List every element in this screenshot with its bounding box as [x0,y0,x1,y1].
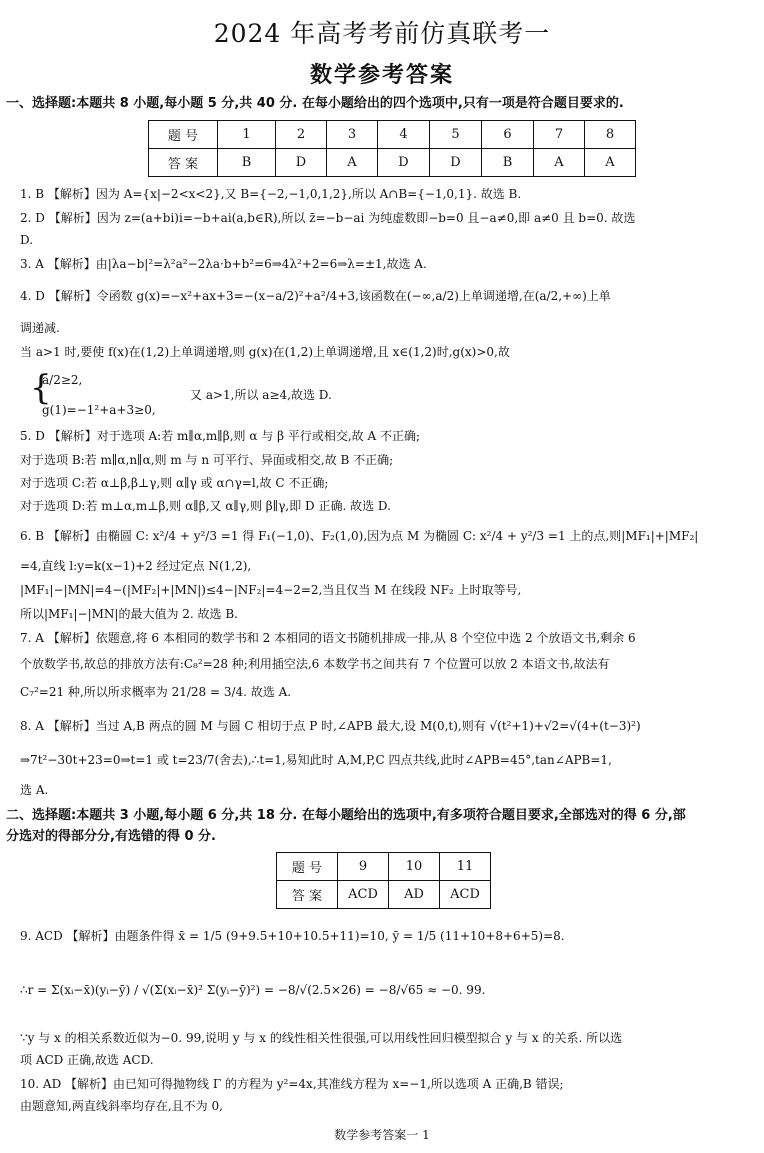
solution-line: g(1)=−1²+a+3≥0, [42,403,156,417]
table-cell: 题 号 [277,853,338,881]
table-cell: AD [389,881,440,909]
solution-line: a/2≥2, [42,373,83,387]
solution-line: 对于选项 B:若 m∥α,n∥α,则 m 与 n 可平行、异面或相交,故 B 不正确; [20,453,394,467]
table-cell: A [585,149,636,177]
solution-line: C₇²=21 种,所以所求概率为 21/28 = 3/4. 故选 A. [20,685,292,699]
solution-line: 6. B 【解析】由椭圆 C: x²/4 + y²/3 =1 得 F₁(−1,0)、F₂(1,0),因为点 M 为椭圆 C: x²/4 + y²/3 =1 上的点,则|MF₁|+|MF₂| [20,529,699,543]
table-row [149,121,636,149]
answer-table-2 [276,852,491,909]
table-cell: 11 [440,853,491,881]
table-row [149,149,636,177]
solution-line: 项 ACD 正确,故选 ACD. [20,1053,154,1067]
page-title: 2024 年高考考前仿真联考一 [213,19,551,48]
table-cell: 1 [218,121,276,149]
solution-line: 3. A 【解析】由|λa−b|²=λ²a²−2λa·b+b²=6⇒4λ²+2=6⇒λ=±1,故选 A. [20,257,427,271]
table-cell: B [218,149,276,177]
table-cell: 答 案 [149,149,218,177]
solution-line: ∴r = Σ(xᵢ−x̄)(yᵢ−ȳ) / √(Σ(xᵢ−x̄)² Σ(yᵢ−ȳ)²) = −8/√(2.5×26) = −8/√65 ≈ −0. 99. [20,983,486,997]
solution-line: 7. A 【解析】依题意,将 6 本相同的数学书和 2 本相同的语文书随机排成一排,从 8 个空位中选 2 个放语文书,剩余 6 [20,631,636,645]
solution-line: 5. D 【解析】对于选项 A:若 m∥α,m∥β,则 α 与 β 平行或相交,故 A 不正确; [20,429,421,443]
table-row [277,853,491,881]
solution-line: =4,直线 l:y=k(x−1)+2 经过定点 N(1,2), [20,559,252,573]
solution-line: 对于选项 D:若 m⊥α,m⊥β,则 α∥β,又 α∥γ,则 β∥γ,即 D 正确. 故选 D. [20,499,391,513]
solution-line: 对于选项 C:若 α⊥β,β⊥γ,则 α∥γ 或 α∩γ=l,故 C 不正确; [20,476,329,490]
table-cell: A [534,149,585,177]
brace-symbol: { [30,368,52,408]
solution-line: 1. B 【解析】因为 A={x|−2<x<2},又 B={−2,−1,0,1,2},所以 A∩B={−1,0,1}. 故选 B. [20,187,522,201]
solution-line: 2. D 【解析】因为 z=(a+bi)i=−b+ai(a,b∈R),所以 z̄=−b−ai 为纯虚数即−b=0 且−a≠0,即 a≠0 且 b=0. 故选 [20,211,636,225]
table-cell: 5 [430,121,482,149]
section2-heading-cont: 分选对的得部分分,有选错的得 0 分. [6,829,216,844]
table-cell: D [276,149,327,177]
section1-heading: 一、选择题:本题共 8 小题,每小题 5 分,共 40 分. 在每小题给出的四个选项中,只有一项是符合题目要求的. [6,96,624,111]
solution-line: 调递减. [20,321,60,335]
table-cell: 4 [378,121,430,149]
table-cell: 3 [327,121,378,149]
table-cell: D [430,149,482,177]
table-cell: D [378,149,430,177]
solution-line: 由题意知,两直线斜率均存在,且不为 0, [20,1099,223,1113]
table-cell: 7 [534,121,585,149]
table-cell: 答 案 [277,881,338,909]
solution-line: 个放数学书,故总的排放方法有:C₈²=28 种;利用插空法,6 本数学书之间共有 7 个位置可以放 2 本语文书,故法有 [20,657,610,671]
page-footer: 数学参考答案一 1 [334,1128,430,1142]
solution-line: 选 A. [20,783,49,797]
table-row [277,881,491,909]
solution-line: 又 a>1,所以 a≥4,故选 D. [190,388,332,402]
table-cell: B [482,149,534,177]
section2-heading: 二、选择题:本题共 3 小题,每小题 6 分,共 18 分. 在每小题给出的选项中,有多项符合题目要求,全部选对的得 6 分,部 [6,808,686,823]
answer-table-1 [148,120,636,177]
table-cell: ACD [338,881,389,909]
table-cell: 8 [585,121,636,149]
table-cell: 题 号 [149,121,218,149]
solution-line: ∵y 与 x 的相关系数近似为−0. 99,说明 y 与 x 的线性相关性很强,可以用线性回归模型拟合 y 与 x 的关系. 所以选 [20,1031,623,1045]
solution-line: 4. D 【解析】令函数 g(x)=−x²+ax+3=−(x−a/2)²+a²/4+3,该函数在(−∞,a/2)上单调递增,在(a/2,+∞)上单 [20,289,611,303]
solution-line: 10. AD 【解析】由已知可得抛物线 Γ 的方程为 y²=4x,其准线方程为 x=−1,所以选项 A 正确,B 错误; [20,1077,564,1091]
table-cell: ACD [440,881,491,909]
table-cell: 6 [482,121,534,149]
table-cell: A [327,149,378,177]
table-cell: 9 [338,853,389,881]
solution-line: D. [20,233,34,247]
solution-line: |MF₁|−|MN|=4−(|MF₂|+|MN|)≤4−|NF₂|=4−2=2,当且仅当 M 在线段 NF₂ 上时取等号, [20,583,522,597]
solution-line: 当 a>1 时,要使 f(x)在(1,2)上单调递增,则 g(x)在(1,2)上单调递增,且 x∈(1,2)时,g(x)>0,故 [20,345,510,359]
table-cell: 10 [389,853,440,881]
page-subtitle: 数学参考答案 [309,63,454,88]
solution-line: ⇒7t²−30t+23=0⇒t=1 或 t=23/7(舍去),∴t=1,易知此时 A,M,P,C 四点共线,此时∠APB=45°,tan∠APB=1, [20,753,612,767]
solution-line: 9. ACD 【解析】由题条件得 x̄ = 1/5 (9+9.5+10+10.5+11)=10, ȳ = 1/5 (11+10+8+6+5)=8. [20,929,565,943]
solution-line: 所以|MF₁|−|MN|的最大值为 2. 故选 B. [20,607,238,621]
solution-line: 8. A 【解析】当过 A,B 两点的圆 M 与圆 C 相切于点 P 时,∠APB 最大,设 M(0,t),则有 √(t²+1)+√2=√(4+(t−3)²) [20,719,641,733]
table-cell: 2 [276,121,327,149]
